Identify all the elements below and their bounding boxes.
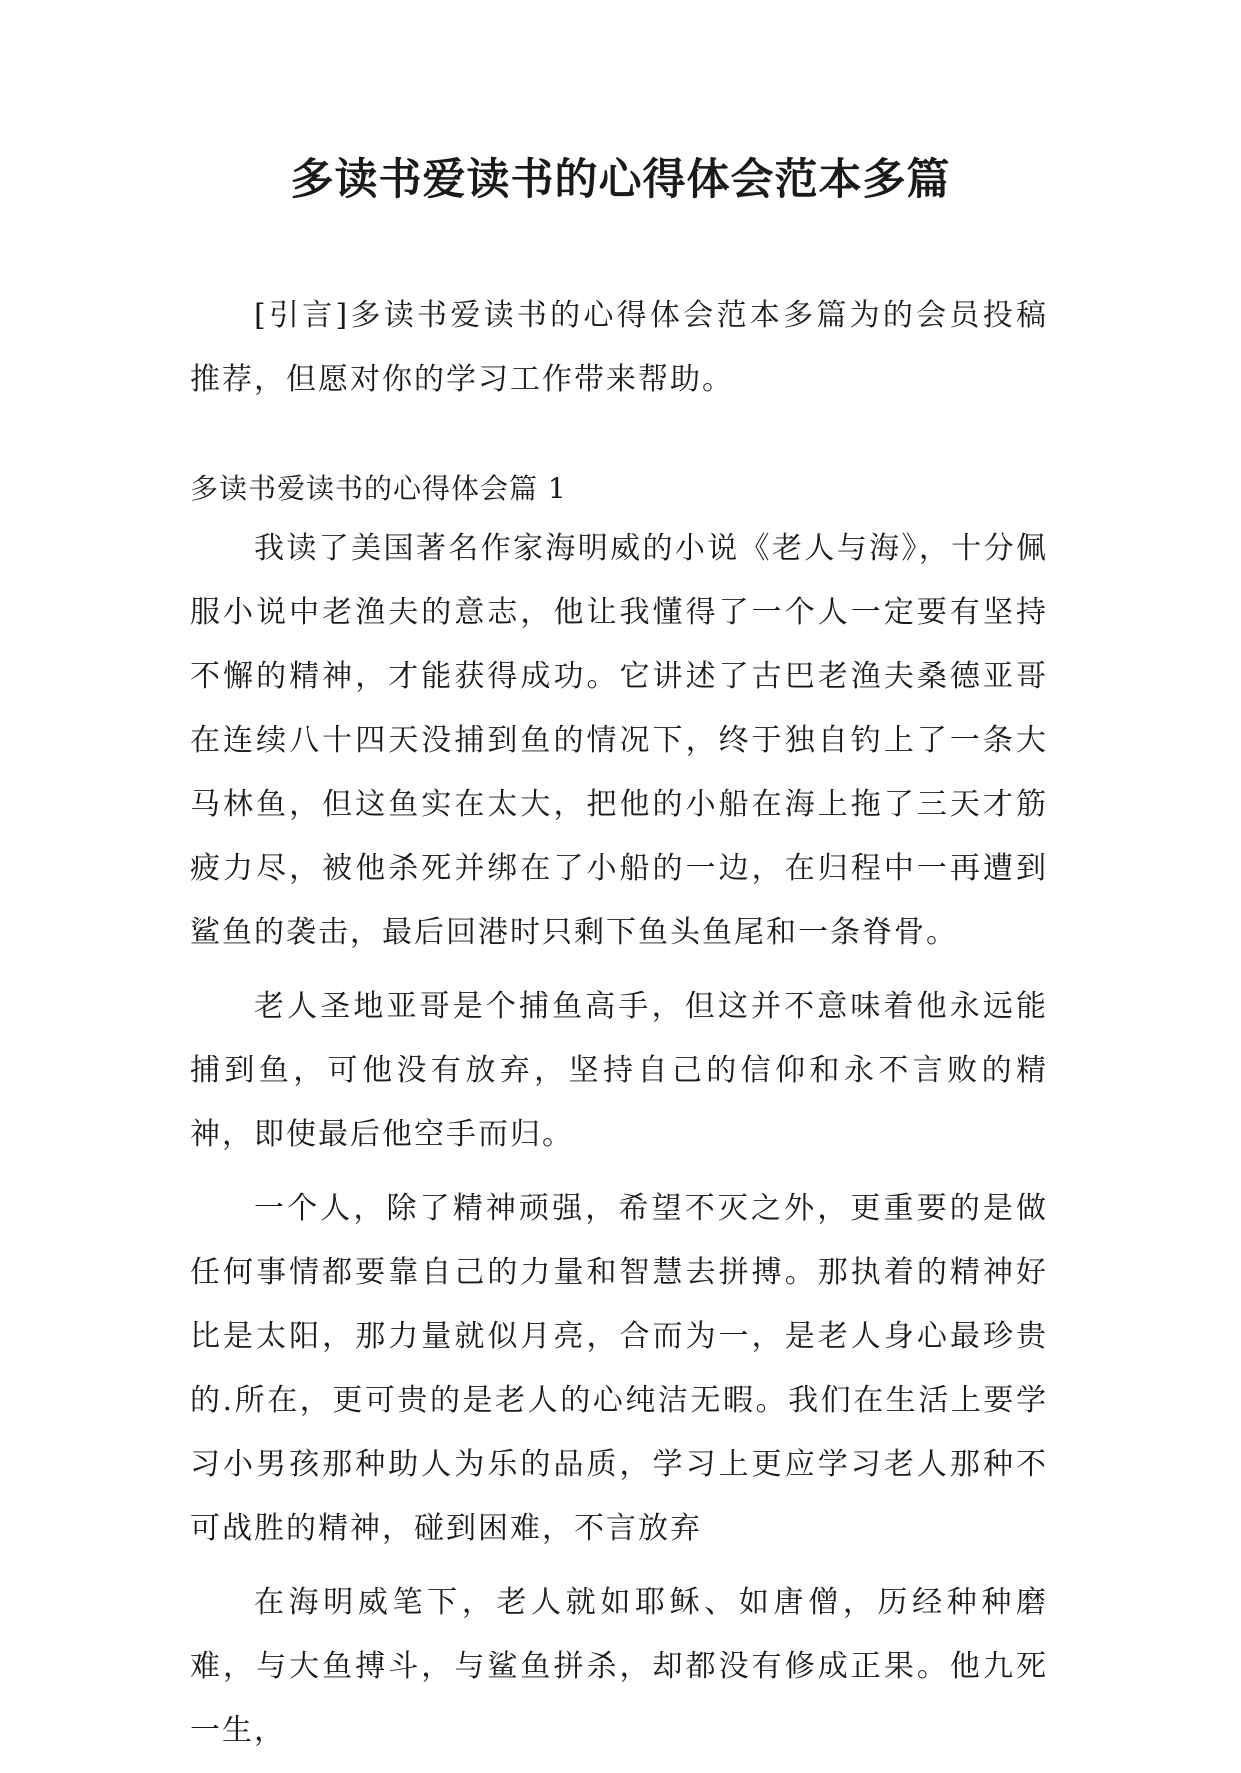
intro-paragraph: [引言]多读书爱读书的心得体会范本多篇为的会员投稿推荐，但愿对你的学习工作带来帮助。 [190,298,1048,397]
body-paragraphs [190,517,1048,1773]
body-paragraph: 在海明威笔下，老人就如耶稣、如唐僧，历经种种磨难，与大鱼搏斗，与鲨鱼拼杀，却都没有修成正果。他九死一生， [190,1585,1048,1748]
body-paragraph: 一个人，除了精神顽强，希望不灭之外，更重要的是做任何事情都要靠自己的力量和智慧去拼搏。那执着的精神好比是太阳，那力量就似月亮，合而为一，是老人身心最珍贵的.所在，更可贵的是老人的心纯洁无暇。我们在生活上要学习小男孩那种助人为乐的品质，学习上更应学习老人那种不可战胜的精神，碰到困难，不言放弃 [190,1191,1048,1546]
document-title: 多读书爱读书的心得体会范本多篇 [290,155,951,205]
section-heading: 多读书爱读书的心得体会篇 1 [190,472,567,505]
body-paragraph: 老人圣地亚哥是个捕鱼高手，但这并不意味着他永远能捕到鱼，可他没有放弃，坚持自己的信仰和永不言败的精神，即使最后他空手而归。 [190,989,1048,1152]
body-paragraph: 我读了美国著名作家海明威的小说《老人与海》，十分佩服小说中老渔夫的意志，他让我懂得了一个人一定要有坚持不懈的精神，才能获得成功。它讲述了古巴老渔夫桑德亚哥在连续八十四天没捕到鱼的情况下，终于独自钓上了一条大马林鱼，但这鱼实在太大，把他的小船在海上拖了三天才筋疲力尽，被他杀死并绑在了小船的一边，在归程中一再遭到鲨鱼的袭击，最后回港时只剩下鱼头鱼尾和一条脊骨。 [190,531,1048,950]
